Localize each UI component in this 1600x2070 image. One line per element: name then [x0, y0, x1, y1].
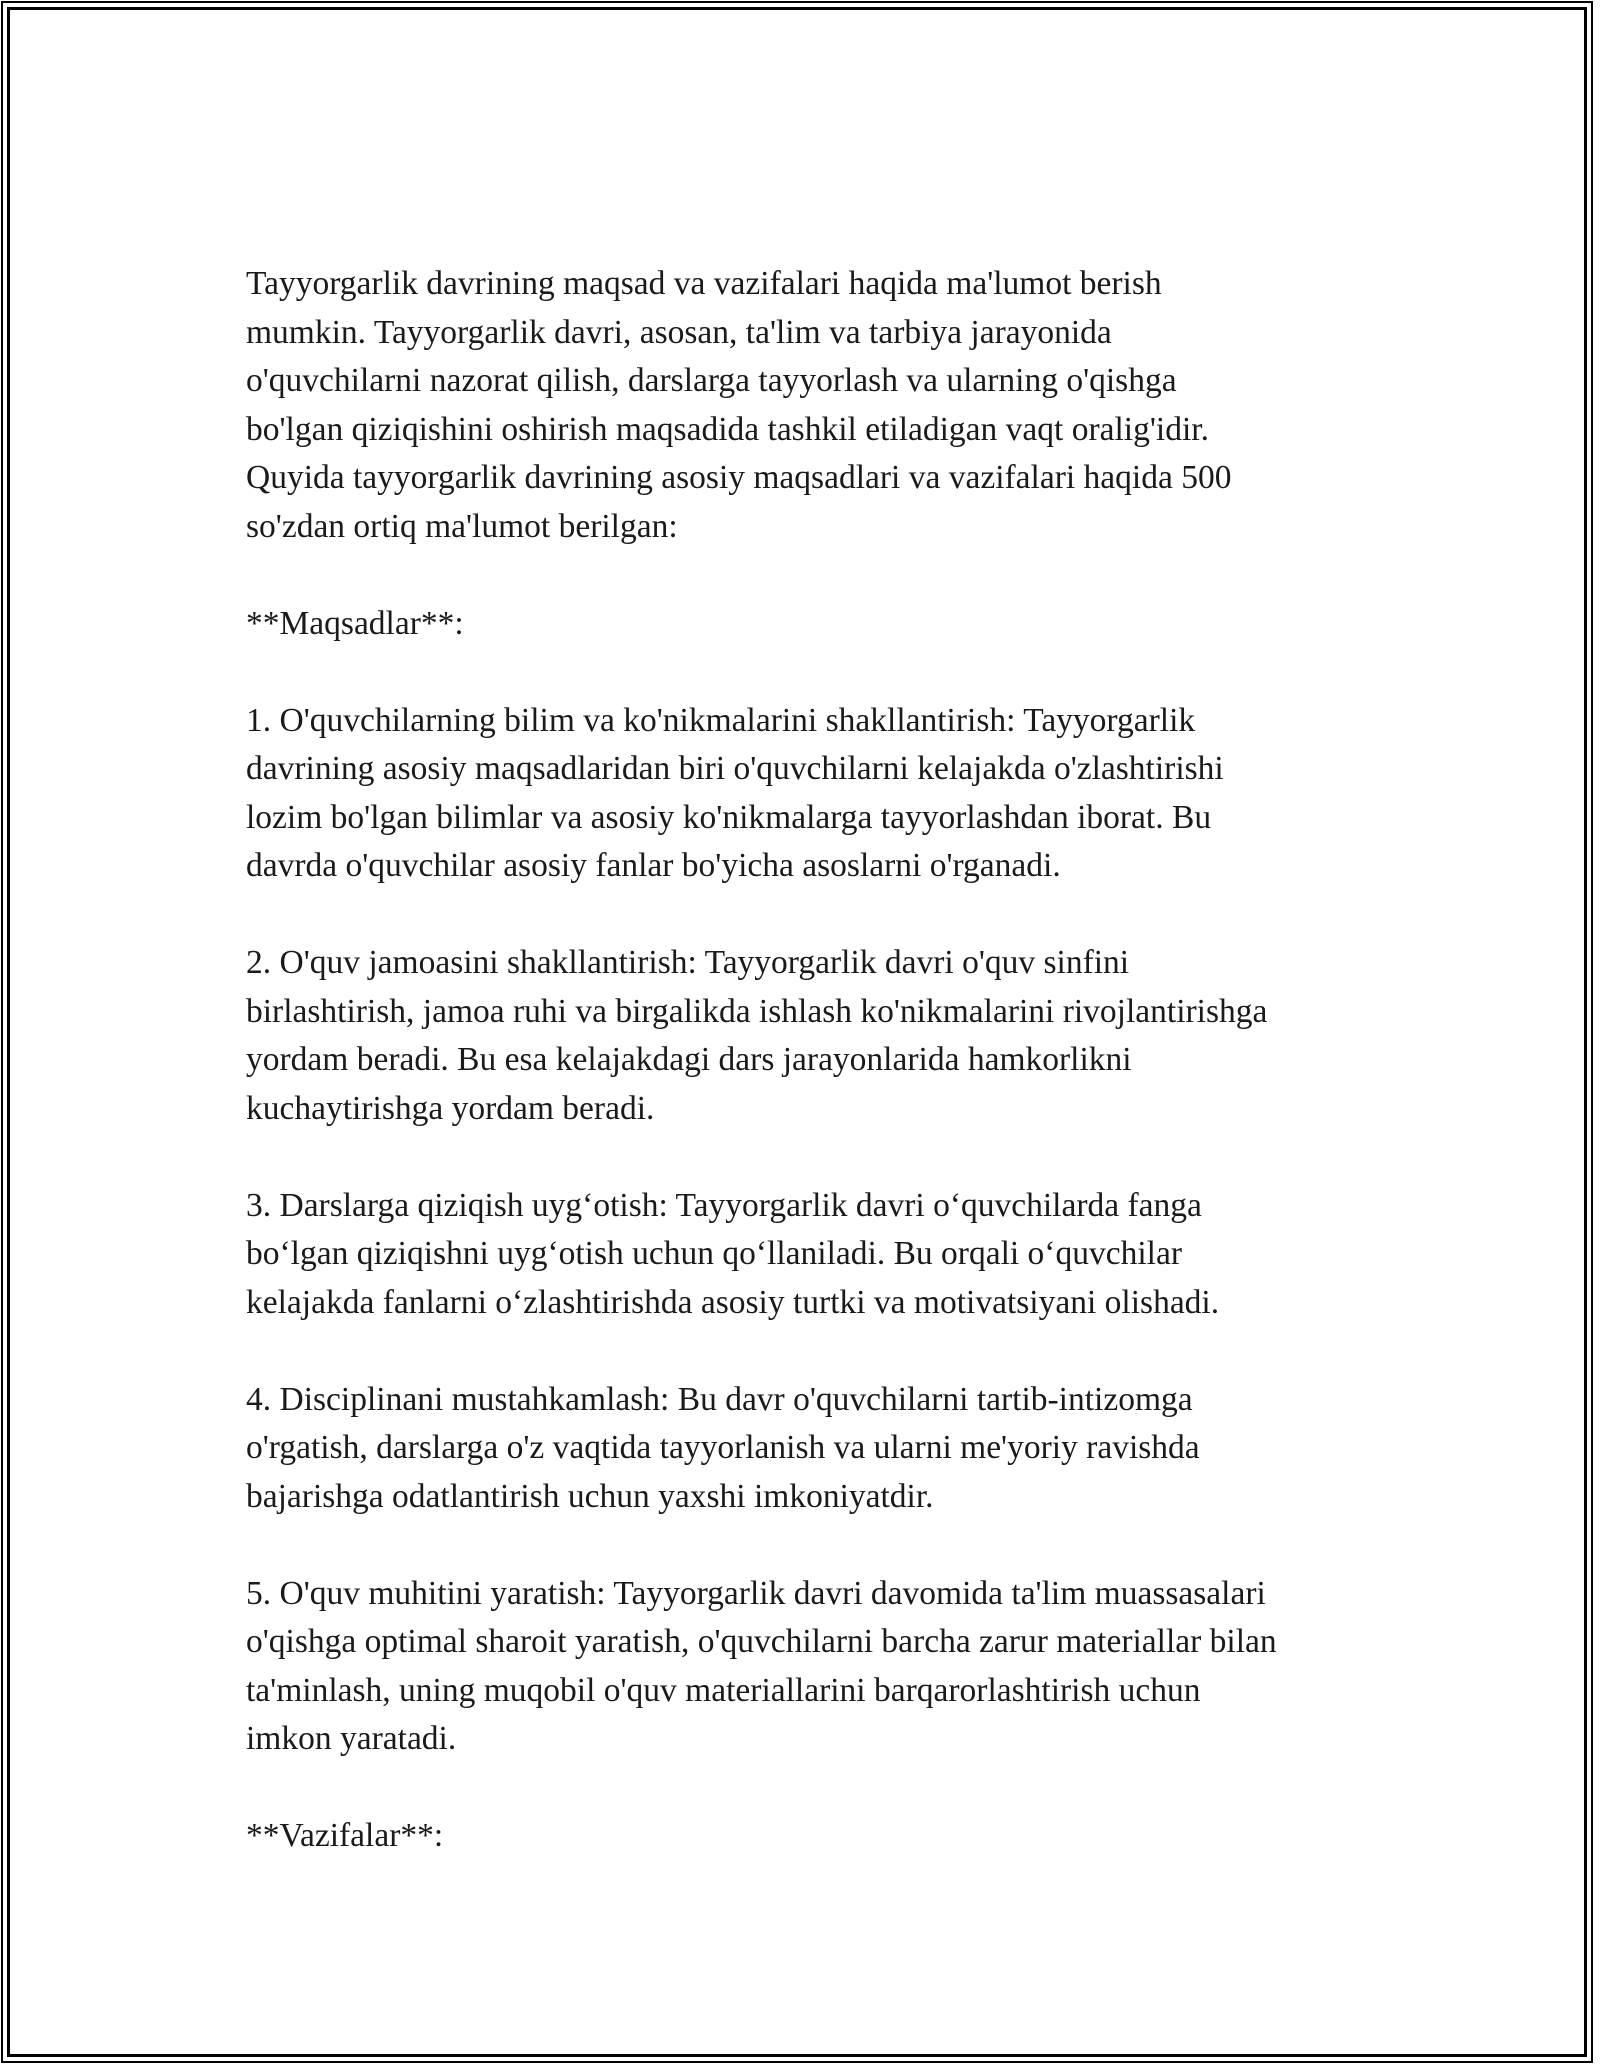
text-line: so'zdan ortiq ma'lumot berilgan: — [246, 507, 678, 545]
text-line: kelajakda fanlarni o‘zlashtirishda asosiy turtki va motivatsiyani olishadi. — [246, 1283, 1220, 1321]
text-line: 1. O'quvchilarning bilim va ko'nikmalarini shakllantirish: Tayyorgarlik — [246, 701, 1196, 739]
text-line: Tayyorgarlik davrining maqsad va vazifalari haqida ma'lumot berish — [246, 265, 1162, 302]
intro-paragraph — [246, 260, 1406, 551]
text-line: o'qishga optimal sharoit yaratish, o'quvchilarni barcha zarur materiallar bilan — [246, 1623, 1277, 1660]
goals-heading: **Maqsadlar**: — [246, 604, 464, 642]
text-line: lozim bo'lgan bilimlar va asosiy ko'nikmalarga tayyorlashdan iborat. Bu — [246, 798, 1212, 836]
text-line: o'rgatish, darslarga o'z vaqtida tayyorlanish va ularni me'yoriy ravishda — [246, 1429, 1200, 1466]
text-line: 5. O'quv muhitini yaratish: Tayyorgarlik davri davomida ta'lim muassasalari — [246, 1574, 1266, 1612]
text-line: birlashtirish, jamoa ruhi va birgalikda ishlash ko'nikmalarini rivojlantirishga — [246, 992, 1268, 1030]
text-line: bo'lgan qiziqishini oshirish maqsadida tashkil etiladigan vaqt oralig'idir. — [246, 410, 1209, 448]
list-item-goal-2 — [246, 939, 1406, 1133]
text-line: kuchaytirishga yordam beradi. — [246, 1089, 655, 1127]
text-line: imkon yaratadi. — [246, 1720, 457, 1757]
text-line: bo‘lgan qiziqishni uyg‘otish uchun qo‘llaniladi. Bu orqali o‘quvchilar — [246, 1235, 1182, 1272]
text-line: mumkin. Tayyorgarlik davri, asosan, ta'lim va tarbiya jarayonida — [246, 313, 1112, 351]
text-line: davrda o'quvchilar asosiy fanlar bo'yicha asoslarni o'rganadi. — [246, 847, 1061, 884]
document-body — [246, 260, 1406, 1909]
list-item-goal-5 — [246, 1570, 1406, 1764]
text-line: o'quvchilarni nazorat qilish, darslarga tayyorlash va ularning o'qishga — [246, 362, 1177, 399]
text-line: ta'minlash, uning muqobil o'quv materiallarini barqarorlashtirish uchun — [246, 1671, 1201, 1709]
tasks-heading: **Vazifalar**: — [246, 1817, 444, 1854]
list-item-goal-1 — [246, 697, 1406, 891]
page-frame — [7, 7, 1587, 2057]
list-item-goal-4 — [246, 1376, 1406, 1522]
text-line: 4. Disciplinani mustahkamlash: Bu davr o'quvchilarni tartib-intizomga — [246, 1380, 1193, 1418]
text-line: 2. O'quv jamoasini shakllantirish: Tayyorgarlik davri o'quv sinfini — [246, 944, 1130, 981]
text-line: davrining asosiy maqsadlaridan biri o'quvchilarni kelajakda o'zlashtirishi — [246, 750, 1224, 787]
list-item-goal-3 — [246, 1182, 1406, 1328]
text-line: yordam beradi. Bu esa kelajakdagi dars jarayonlarida hamkorlikni — [246, 1041, 1132, 1078]
text-line: 3. Darslarga qiziqish uyg‘otish: Tayyorgarlik davri o‘quvchilarda fanga — [246, 1186, 1202, 1224]
text-line: bajarishga odatlantirish uchun yaxshi imkoniyatdir. — [246, 1477, 934, 1515]
text-line: Quyida tayyorgarlik davrining asosiy maqsadlari va vazifalari haqida 500 — [246, 459, 1232, 496]
